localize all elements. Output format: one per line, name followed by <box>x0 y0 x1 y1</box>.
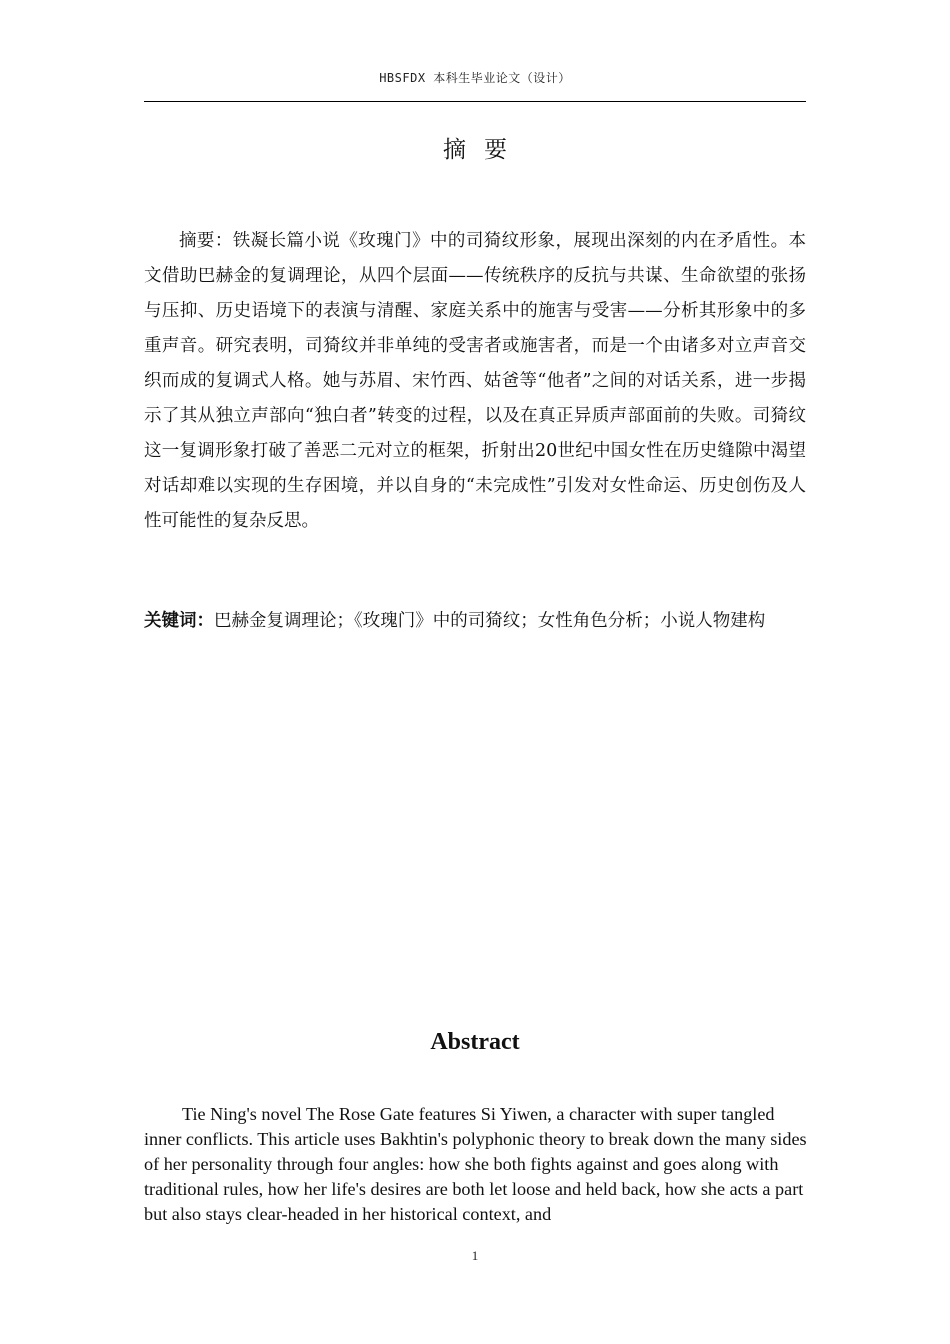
keywords-line <box>144 603 806 639</box>
keywords-label: 关键词： <box>144 611 214 631</box>
english-abstract-body: Tie Ning's novel The Rose Gate features Si Yiwen, a character with super tangled inner conflicts. This article uses Bakhtin's polyphonic theory to break down the many sides of her personality through four angles: how she both fights against and goes along with traditional rules, how her life's desires are both let loose and held back, how she acts a part but also stays clear-headed in her historical context, and <box>144 1104 807 1224</box>
english-abstract-title: Abstract <box>430 1029 520 1055</box>
keywords-value: 巴赫金复调理论；《玫瑰门》中的司猗纹；女性角色分析；小说人物建构 <box>214 611 766 631</box>
chinese-abstract-title: 摘要 <box>443 137 525 163</box>
header-divider <box>144 101 806 102</box>
page-number: 1 <box>471 1248 479 1263</box>
chinese-abstract-body: 摘要：铁凝长篇小说《玫瑰门》中的司猗纹形象，展现出深刻的内在矛盾性。本文借助巴赫金的复调理论，从四个层面——传统秩序的反抗与共谋、生命欲望的张扬与压抑、历史语境下的表演与清醒、家庭关系中的施害与受害——分析其形象中的多重声音。研究表明，司猗纹并非单纯的受害者或施害者，而是一个由诸多对立声音交织而成的复调式人格。她与苏眉、宋竹西、姑爸等“他者”之间的对话关系，进一步揭示了其从独立声部向“独白者”转变的过程，以及在真正异质声部面前的失败。司猗纹这一复调形象打破了善恶二元对立的框架，折射出20世纪中国女性在历史缝隙中渴望对话却难以实现的生存困境，并以自身的“未完成性”引发对女性命运、历史创伤及人性可能性的复杂反思。 <box>144 231 806 531</box>
page-header: HBSFDX 本科生毕业论文（设计） <box>379 71 571 85</box>
